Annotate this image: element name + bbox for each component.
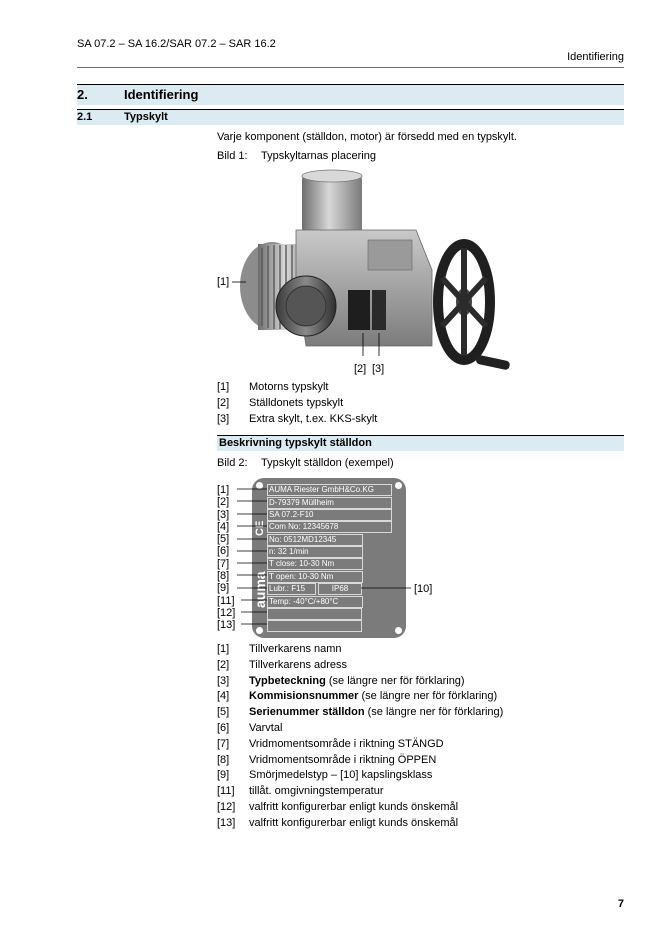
legend2-item: [7] Vridmomentsområde i riktning STÄNGD <box>217 737 444 750</box>
legend2-item: [8] Vridmomentsområde i riktning ÖPPEN <box>217 753 437 766</box>
legend2-item: [6] Varvtal <box>217 722 283 734</box>
field-commission: Com No: 12345678 <box>267 521 392 533</box>
callout-8: [8] <box>217 570 230 583</box>
figure1-caption-text: Typskyltarnas placering <box>261 150 376 162</box>
figure1-callout-1: [1] <box>217 276 230 288</box>
field-temperature: Temp: -40°C/+80°C <box>267 596 363 608</box>
handwheel <box>438 244 510 370</box>
ce-mark: CE <box>254 520 266 536</box>
callout-7: [7] <box>217 557 230 570</box>
field-serial: No: 0512MD12345 <box>267 534 363 546</box>
callout-2: [2] <box>217 496 230 509</box>
callout-9: [9] <box>217 582 230 595</box>
legend2-item: [1] Tillverkarens namn <box>217 643 342 655</box>
figure2-label: Bild 2: <box>217 457 248 469</box>
field-address: D-79379 Müllheim <box>267 497 392 509</box>
page-number: 7 <box>617 898 624 910</box>
field-torque-close: T close: 10-30 Nm <box>267 558 363 570</box>
legend2-item: [13] valfritt konfigurerbar enligt kunds önskemål <box>217 816 459 829</box>
callout-10: [10] <box>414 583 433 595</box>
legend2-item: [9] Smörjmedelstyp – [10] kapslingsklass <box>217 769 433 782</box>
subheading-title: Beskrivning typskylt ställdon <box>219 437 372 449</box>
legend2-item: [3] Typbeteckning (se längre ner för förklaring) <box>217 674 465 687</box>
nameplate-2-window <box>348 290 370 330</box>
running-header-chapter: Identifiering <box>567 51 624 63</box>
field-lubricant: Lubr.: F15 <box>267 583 316 595</box>
legend2-item: [2] Tillverkarens adress <box>217 658 348 671</box>
callout-11: [11] <box>217 594 235 607</box>
figure2-caption <box>217 457 394 469</box>
legend2-item: [5] Serienummer ställdon (se längre ner för förklaring) <box>217 706 504 719</box>
legend2-item: [12] valfritt konfigurerbar enligt kunds önskemål <box>217 801 459 813</box>
subsection-number: 2.1 <box>77 111 93 123</box>
callout-6: [6] <box>217 545 230 558</box>
callout-1: [1] <box>217 484 230 496</box>
subsection-title: Typskylt <box>124 111 168 123</box>
nameplate-3-window <box>372 290 386 330</box>
legend1-item: [2] Ställdonets typskylt <box>217 397 344 409</box>
callout-4: [4] <box>217 520 230 533</box>
nameplate-callouts <box>217 484 235 632</box>
brand-logo: auma <box>252 571 268 608</box>
legend1-item: [1] Motorns typskylt <box>217 381 329 393</box>
field-type: SA 07.2-F10 <box>267 509 392 521</box>
legend1-item: [3] Extra skylt, t.ex. KKS-skylt <box>217 413 378 425</box>
field-torque-open: T open: 10-30 Nm <box>267 571 363 583</box>
legend2-item: [11] tillåt. omgivningstemperatur <box>217 785 384 798</box>
callout-12: [12] <box>217 606 236 619</box>
callout-3: [3] <box>217 508 230 521</box>
section-title: Identifiering <box>124 87 199 102</box>
intro-paragraph: Varje komponent (ställdon, motor) är försedd med en typskylt. <box>217 131 517 143</box>
running-header-title: SA 07.2 – SA 16.2/SAR 07.2 – SAR 16.2 <box>77 38 276 50</box>
field-enclosure: IP68 <box>318 583 362 595</box>
nameplate-callout-lines <box>215 478 435 638</box>
header-rule <box>77 67 624 68</box>
legend2-item: [4] Kommisionsnummer (se längre ner för förklaring) <box>217 690 498 703</box>
figure1-callout-3: [3] <box>372 363 385 375</box>
field-speed: n: 32 1/min <box>267 546 363 558</box>
figure1-caption <box>217 150 376 162</box>
section-number: 2. <box>77 87 88 102</box>
actuator-illustration <box>210 168 530 378</box>
figure1-label: Bild 1: <box>217 150 248 162</box>
figure2-caption-text: Typskylt ställdon (exempel) <box>261 457 394 469</box>
field-manufacturer: AUMA Riester GmbH&Co.KG <box>267 484 392 496</box>
figure1-callout-2: [2] <box>354 363 367 375</box>
top-housing <box>302 174 362 234</box>
callout-5: [5] <box>217 533 230 546</box>
callout-13: [13] <box>217 619 236 632</box>
